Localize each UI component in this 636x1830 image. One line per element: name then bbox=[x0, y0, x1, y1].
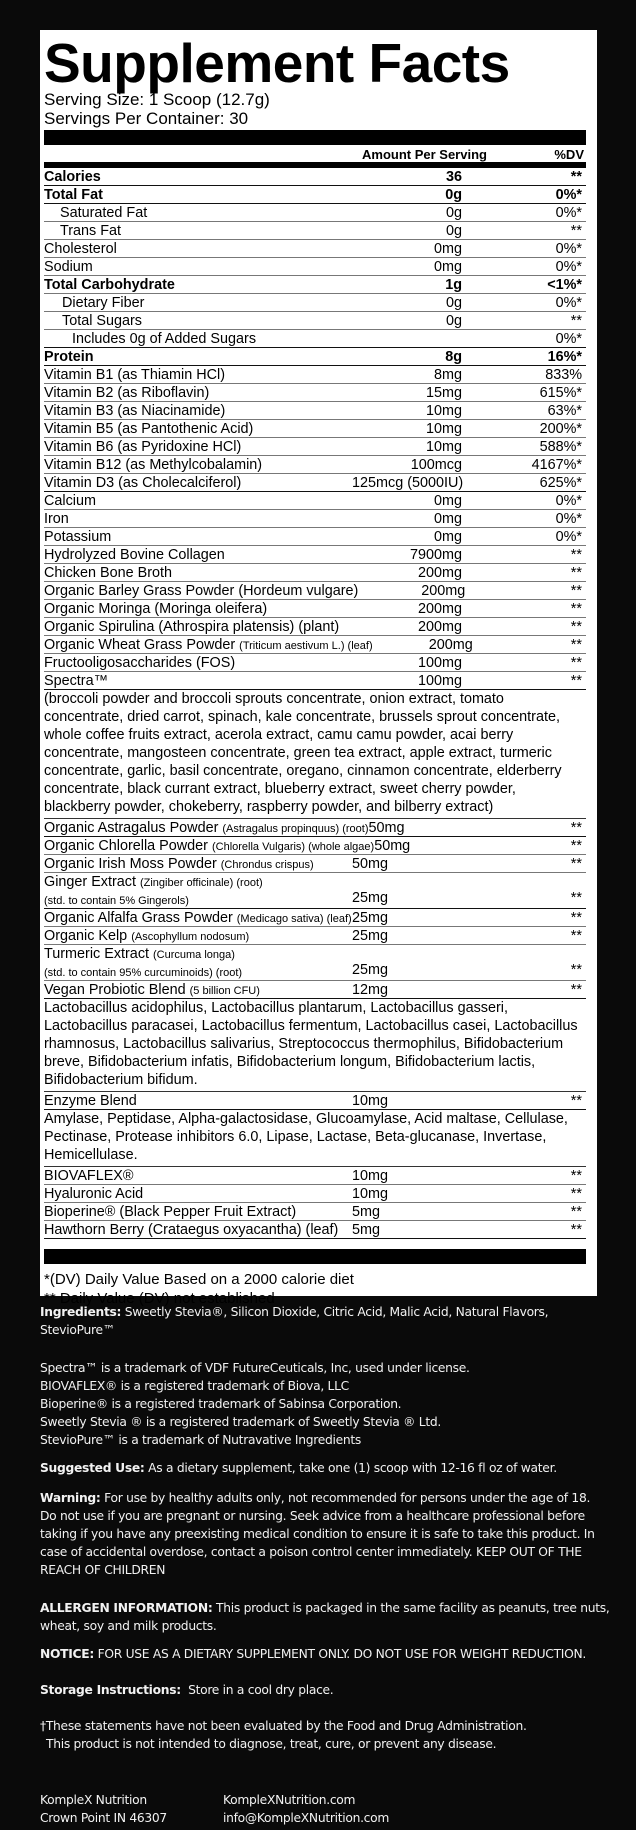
row-name-line-1 bbox=[44, 873, 352, 891]
notice-text: FOR USE AS A DIETARY SUPPLEMENT ONLY. DO NOT USE FOR WEIGHT REDUCTION. bbox=[97, 1647, 586, 1661]
ingredient-list-3 bbox=[44, 1167, 586, 1239]
table-row bbox=[44, 1167, 586, 1185]
row-name bbox=[44, 438, 352, 455]
allergen-label: ALLERGEN INFORMATION: bbox=[40, 1601, 213, 1615]
ingredients-label: Ingredients: bbox=[40, 1305, 122, 1319]
footnote-dv: *(DV) Daily Value Based on a 2000 calorie diet bbox=[44, 1271, 354, 1288]
trademark-list bbox=[40, 1359, 610, 1449]
row-dv: ** bbox=[570, 1222, 582, 1238]
ingredient-list-2 bbox=[44, 819, 586, 999]
row-name bbox=[44, 819, 369, 836]
row-amount: 0g bbox=[445, 313, 462, 329]
row-amount: 10mg bbox=[426, 421, 462, 437]
storage-label: Storage Instructions: bbox=[40, 1683, 181, 1697]
table-row bbox=[44, 1185, 586, 1203]
row-name-detail: (Triticum aestivum L.) (leaf) bbox=[239, 640, 373, 652]
table-row bbox=[44, 456, 586, 474]
row-dv: 833% bbox=[545, 367, 582, 383]
row-dv: ** bbox=[570, 583, 582, 599]
row-dv: 4167%* bbox=[531, 457, 582, 473]
row-amount: 0g bbox=[445, 295, 462, 311]
row-dv: ** bbox=[570, 619, 582, 635]
table-row bbox=[44, 330, 586, 348]
row-amount: 25mg bbox=[352, 910, 388, 926]
row-amount: 200mg bbox=[417, 565, 462, 581]
website-link[interactable]: KompleXNutrition.com bbox=[223, 1793, 356, 1807]
row-dv: 615%* bbox=[539, 385, 582, 401]
row-name bbox=[44, 582, 358, 599]
row-name-main: Organic Alfalfa Grass Powder bbox=[44, 910, 233, 926]
table-row bbox=[44, 927, 586, 945]
row-name bbox=[44, 348, 352, 365]
table-row bbox=[44, 672, 586, 690]
row-dv: ** bbox=[570, 820, 582, 836]
row-name bbox=[44, 909, 352, 926]
table-row bbox=[44, 402, 586, 420]
row-amount: 100mg bbox=[417, 655, 462, 671]
row-amount bbox=[352, 330, 462, 347]
storage-text: Store in a cool dry place. bbox=[188, 1683, 334, 1697]
column-header bbox=[44, 145, 586, 162]
row-amount: 0g bbox=[445, 205, 462, 221]
row-amount: 8g bbox=[445, 349, 462, 365]
table-row bbox=[44, 348, 586, 366]
row-name-main: Includes 0g of Added Sugars bbox=[72, 331, 257, 347]
row-name-main: Organic Moringa (Moringa oleifera) bbox=[44, 601, 268, 617]
table-row bbox=[44, 474, 586, 492]
email-link[interactable]: info@KompleXNutrition.com bbox=[223, 1811, 390, 1825]
row-name-main: Trans Fat bbox=[60, 223, 122, 239]
row-name-main: Total Fat bbox=[44, 187, 103, 203]
row-name-main: Ginger Extract bbox=[44, 874, 136, 890]
row-name-main: Organic Spirulina (Athrospira platensis) (plant) bbox=[44, 619, 340, 635]
row-name-main: Vitamin B12 (as Methylcobalamin) bbox=[44, 457, 263, 473]
row-amount: 10mg bbox=[352, 1093, 388, 1109]
row-name-main: Saturated Fat bbox=[60, 205, 148, 221]
allergen-info bbox=[40, 1599, 610, 1635]
row-amount: 36 bbox=[445, 169, 462, 185]
row-amount: 125mcg (5000IU) bbox=[352, 475, 464, 491]
row-amount: 50mg bbox=[352, 856, 388, 872]
table-row bbox=[44, 366, 586, 384]
row-dv: 200%* bbox=[539, 421, 582, 437]
footnote-not-established: ** Daily Value (DV) not established bbox=[44, 1290, 275, 1307]
row-dv: ** bbox=[570, 565, 582, 581]
row-name-main: Total Carbohydrate bbox=[44, 277, 175, 293]
row-name-main: Organic Irish Moss Powder bbox=[44, 856, 217, 872]
row-dv: ** bbox=[570, 928, 582, 944]
row-amount: 25mg bbox=[352, 890, 388, 906]
probiotic-blend-description: Lactobacillus acidophilus, Lactobacillus plantarum, Lactobacillus gasseri, Lactobacillus paracasei, Lactobacillus fermentum, Lactobacillus casei, Lactobacillus rhamnosus, Lactobacillus salivarius, Streptococcus thermophilus, Bifidobacterium breve, Bifidobacterium infatis, Bifidobacterium longum, Bifidobacterium lactis, Bifidobacterium bifidum. bbox=[44, 999, 586, 1092]
table-row bbox=[44, 510, 586, 528]
table-row bbox=[44, 546, 586, 564]
row-name bbox=[44, 672, 352, 689]
label-text-section bbox=[40, 1303, 610, 1827]
table-row bbox=[44, 600, 586, 618]
row-name-main: Protein bbox=[44, 349, 94, 365]
row-name-main: Fructooligosaccharides (FOS) bbox=[44, 655, 236, 671]
table-row bbox=[44, 873, 586, 909]
row-name bbox=[44, 294, 352, 311]
row-dv: 0%* bbox=[555, 511, 582, 527]
row-name-detail: (Chlorella Vulgaris) (whole algae) bbox=[211, 841, 375, 853]
row-dv: ** bbox=[570, 313, 582, 329]
row-name-detail: (5 billion CFU) bbox=[189, 985, 260, 997]
warning bbox=[40, 1489, 610, 1579]
table-row bbox=[44, 819, 586, 837]
row-amount: 10mg bbox=[426, 403, 462, 419]
trademark-line: BIOVAFLEX® is a registered trademark of Biova, LLC bbox=[40, 1379, 349, 1393]
row-name bbox=[44, 510, 352, 527]
table-row bbox=[44, 438, 586, 456]
row-amount: 0mg bbox=[434, 259, 462, 275]
row-name-detail: (Curcuma longa) bbox=[153, 949, 235, 961]
row-amount: 25mg bbox=[352, 962, 388, 978]
row-dv: 16%* bbox=[547, 349, 582, 365]
row-name bbox=[44, 420, 352, 437]
row-name bbox=[44, 456, 352, 473]
row-name-main: Hawthorn Berry (Crataegus oxyacantha) (leaf) bbox=[44, 1222, 339, 1238]
panel-title: Supplement Facts bbox=[44, 32, 510, 94]
row-name-main: Potassium bbox=[44, 529, 112, 545]
row-dv: 625%* bbox=[539, 475, 582, 491]
row-name bbox=[44, 654, 352, 671]
servings-per-container: Servings Per Container: 30 bbox=[44, 109, 249, 128]
row-name-main: Dietary Fiber bbox=[62, 295, 145, 311]
row-name-main: Organic Barley Grass Powder (Hordeum vulgare) bbox=[44, 583, 359, 599]
enzyme-blend-description: Amylase, Peptidase, Alpha-galactosidase, Glucoamylase, Acid maltase, Cellulase, Pectinase, Protease inhibitors 6.0, Lipase, Lactase, Beta-glucanase, Invertase, Hemicellulase. bbox=[44, 1110, 586, 1167]
row-name-standardization: (std. to contain 95% curcuminoids) (root) bbox=[44, 967, 243, 979]
row-dv: ** bbox=[570, 673, 582, 689]
notice-label: NOTICE: bbox=[40, 1647, 94, 1661]
ingredients-statement bbox=[40, 1303, 610, 1339]
row-amount: 0mg bbox=[434, 493, 462, 509]
row-name bbox=[44, 981, 352, 998]
row-amount: 10mg bbox=[426, 439, 462, 455]
row-name-detail: (Ascophyllum nodosum) bbox=[131, 931, 250, 943]
company-address: Crown Point IN 46307 bbox=[40, 1811, 167, 1825]
row-amount: 0mg bbox=[434, 241, 462, 257]
spectra-blend-description: (broccoli powder and broccoli sprouts concentrate, onion extract, tomato concentrate, dried carrot, spinach, kale concentrate, brussels sprout concentrate, whole coffee fruits extract, acerola extract, camu camu powder, acai berry concentrate, mangosteen concentrate, green tea extract, apple extract, turmeric concentrate, garlic, basil concentrate, oregano, cinnamon concentrate, elderberry concentrate, black currant extract, blueberry extract, sweet cherry powder, blackberry powder, chokeberry, raspberry powder, and bilberry extract) bbox=[44, 690, 586, 819]
fda-disclaimer-line-2: This product is not intended to diagnose, treat, cure, or prevent any disease. bbox=[46, 1737, 497, 1751]
fda-disclaimer-line-1: †These statements have not been evaluated by the Food and Drug Administration. bbox=[40, 1719, 527, 1733]
table-row bbox=[44, 1092, 586, 1110]
row-name bbox=[44, 186, 352, 203]
row-name bbox=[44, 945, 352, 980]
trademark-line: Spectra™ is a trademark of VDF FutureCeuticals, Inc, used under license. bbox=[40, 1361, 470, 1375]
row-name bbox=[44, 1203, 352, 1220]
table-row bbox=[44, 312, 586, 330]
serving-size: Serving Size: 1 Scoop (12.7g) bbox=[44, 90, 270, 109]
table-row bbox=[44, 582, 586, 600]
row-name bbox=[44, 222, 352, 239]
table-row bbox=[44, 240, 586, 258]
table-row bbox=[44, 168, 586, 186]
row-dv: 0%* bbox=[555, 331, 582, 347]
trademark-line: Sweetly Stevia ® is a registered trademark of Sweetly Stevia ® Ltd. bbox=[40, 1415, 441, 1429]
storage-instructions bbox=[40, 1681, 610, 1699]
table-row bbox=[44, 1221, 586, 1239]
row-name-main: Organic Chlorella Powder bbox=[44, 838, 208, 854]
row-dv: ** bbox=[570, 856, 582, 872]
trademark-line: Bioperine® is a registered trademark of Sabinsa Corporation. bbox=[40, 1397, 402, 1411]
row-name-main: Vitamin B1 (as Thiamin HCl) bbox=[44, 367, 226, 383]
warning-label: Warning: bbox=[40, 1491, 101, 1505]
table-row bbox=[44, 420, 586, 438]
row-name bbox=[44, 855, 352, 872]
table-row bbox=[44, 945, 586, 981]
table-row bbox=[44, 1203, 586, 1221]
allergen-text: This product is packaged in the same facility as peanuts, tree nuts, wheat, soy and milk products. bbox=[40, 1601, 610, 1633]
row-amount: 15mg bbox=[426, 385, 462, 401]
row-dv: ** bbox=[570, 655, 582, 671]
row-name-detail: (Chrondus crispus) bbox=[220, 859, 314, 871]
table-row bbox=[44, 528, 586, 546]
row-dv: ** bbox=[570, 1168, 582, 1184]
row-name-main: Organic Astragalus Powder bbox=[44, 820, 219, 836]
table-row bbox=[44, 222, 586, 240]
row-dv: 0%* bbox=[555, 259, 582, 275]
row-name bbox=[44, 618, 352, 635]
row-dv: ** bbox=[570, 547, 582, 563]
row-name bbox=[44, 384, 352, 401]
row-name bbox=[44, 1167, 352, 1184]
row-name bbox=[44, 1185, 352, 1202]
row-name-main: Turmeric Extract bbox=[44, 946, 150, 962]
row-name bbox=[44, 276, 352, 293]
row-name-main: Vitamin B3 (as Niacinamide) bbox=[44, 403, 226, 419]
row-name-main: Hydrolyzed Bovine Collagen bbox=[44, 547, 225, 563]
row-name-main: Iron bbox=[44, 511, 69, 527]
row-name bbox=[44, 366, 352, 383]
row-name bbox=[44, 546, 352, 563]
row-name bbox=[44, 330, 352, 347]
row-amount: 0g bbox=[445, 187, 462, 203]
row-amount: 12mg bbox=[352, 982, 388, 998]
notice bbox=[40, 1645, 610, 1663]
row-dv: <1%* bbox=[547, 277, 582, 293]
ingredients-text: Sweetly Stevia®, Silicon Dioxide, Citric Acid, Malic Acid, Natural Flavors, StevioPure™ bbox=[40, 1305, 549, 1337]
table-row bbox=[44, 654, 586, 672]
row-name-detail: (Zingiber officinale) (root) bbox=[139, 877, 263, 889]
table-row bbox=[44, 564, 586, 582]
trademark-line: StevioPure™ is a trademark of Nutravative Ingredients bbox=[40, 1433, 361, 1447]
row-dv: ** bbox=[570, 601, 582, 617]
row-amount: 200mg bbox=[428, 637, 473, 653]
company-name: KompleX Nutrition bbox=[40, 1793, 147, 1807]
row-dv: 0%* bbox=[555, 205, 582, 221]
row-name bbox=[44, 312, 352, 329]
row-name-main: Total Sugars bbox=[62, 313, 142, 329]
row-amount: 200mg bbox=[417, 619, 462, 635]
row-name: Enzyme Blend bbox=[44, 1093, 137, 1109]
row-name-main: Vitamin B6 (as Pyridoxine HCl) bbox=[44, 439, 242, 455]
row-name-main: Vitamin B5 (as Pantothenic Acid) bbox=[44, 421, 254, 437]
row-name bbox=[44, 168, 352, 185]
supplement-facts-panel bbox=[40, 30, 597, 1307]
suggested-use-text: As a dietary supplement, take one (1) scoop with 12-16 fl oz of water. bbox=[148, 1461, 557, 1475]
suggested-use-label: Suggested Use: bbox=[40, 1461, 145, 1475]
row-name-line-2 bbox=[44, 891, 352, 909]
divider-bar bbox=[44, 1249, 586, 1264]
table-row bbox=[44, 909, 586, 927]
table-row bbox=[44, 294, 586, 312]
table-row bbox=[44, 186, 586, 204]
row-name bbox=[44, 564, 352, 581]
row-dv: ** bbox=[570, 1186, 582, 1202]
row-name-main: Sodium bbox=[44, 259, 93, 275]
row-name-main: Calcium bbox=[44, 493, 96, 509]
row-dv: 0%* bbox=[555, 493, 582, 509]
table-row bbox=[44, 636, 586, 654]
row-amount: 0mg bbox=[434, 511, 462, 527]
row-amount: 100mcg bbox=[410, 457, 462, 473]
row-name bbox=[44, 258, 352, 275]
row-name-main: Vitamin B2 (as Riboflavin) bbox=[44, 385, 210, 401]
warning-text: For use by healthy adults only, not recommended for persons under the age of 18. Do not use if you are pregnant or nursing. Seek advice from a healthcare professional before taking if you have any preexisting medical condition to ensure it is safe to take this product. In case of accidental overdose, contact a poison control center immediately. KEEP OUT OF THE REACH OF CHILDREN bbox=[40, 1491, 595, 1577]
row-amount: 50mg bbox=[374, 838, 411, 854]
row-name-line-2 bbox=[44, 963, 352, 981]
table-row bbox=[44, 492, 586, 510]
table-row bbox=[44, 618, 586, 636]
row-dv: ** bbox=[570, 910, 582, 926]
dv-header: %DV bbox=[554, 147, 584, 162]
divider-bar bbox=[44, 130, 586, 145]
row-dv: ** bbox=[570, 223, 582, 239]
row-name bbox=[44, 528, 352, 545]
row-dv: ** bbox=[570, 1204, 582, 1220]
row-dv: 0%* bbox=[555, 529, 582, 545]
row-name bbox=[44, 636, 373, 653]
nutrient-list bbox=[44, 168, 586, 690]
row-name-detail: (Medicago sativa) (leaf) bbox=[236, 913, 352, 925]
row-dv: ** bbox=[570, 838, 582, 854]
table-row bbox=[44, 258, 586, 276]
row-name-main: BIOVAFLEX® bbox=[44, 1168, 134, 1184]
row-dv: ** bbox=[570, 982, 582, 998]
row-name bbox=[44, 204, 352, 221]
row-name-detail: (Astragalus propinquus) (root) bbox=[222, 823, 369, 835]
row-name bbox=[44, 492, 352, 509]
row-name bbox=[44, 600, 352, 617]
row-amount: 8mg bbox=[434, 367, 462, 383]
row-name bbox=[44, 927, 352, 944]
amount-header: Amount Per Serving bbox=[362, 147, 487, 162]
row-name bbox=[44, 837, 374, 854]
row-name bbox=[44, 240, 352, 257]
row-dv: 0%* bbox=[555, 187, 582, 203]
row-amount: 100mg bbox=[417, 673, 462, 689]
row-amount: 0mg bbox=[434, 529, 462, 545]
table-row bbox=[44, 276, 586, 294]
row-name-standardization: (std. to contain 5% Gingerols) bbox=[44, 895, 189, 907]
row-name bbox=[44, 474, 352, 491]
row-amount: 5mg bbox=[352, 1222, 380, 1238]
suggested-use bbox=[40, 1459, 610, 1477]
row-name-line-1 bbox=[44, 945, 352, 963]
row-dv: ** bbox=[570, 637, 582, 653]
row-name bbox=[44, 1221, 352, 1238]
table-row bbox=[44, 981, 586, 999]
row-dv: ** bbox=[570, 962, 582, 978]
row-name-main: Vitamin D3 (as Cholecalciferol) bbox=[44, 475, 242, 491]
row-amount: 5mg bbox=[352, 1204, 380, 1220]
row-name-main: Cholesterol bbox=[44, 241, 117, 257]
row-amount: 200mg bbox=[421, 583, 466, 599]
row-dv: 588%* bbox=[539, 439, 582, 455]
table-row bbox=[44, 855, 586, 873]
row-amount: 25mg bbox=[352, 928, 388, 944]
contact-info bbox=[40, 1791, 610, 1827]
row-dv: 63%* bbox=[547, 403, 582, 419]
row-dv: 0%* bbox=[555, 241, 582, 257]
row-name-main: Hyaluronic Acid bbox=[44, 1186, 144, 1202]
row-name-main: Calories bbox=[44, 169, 101, 185]
row-dv: ** bbox=[570, 1093, 582, 1109]
row-dv: ** bbox=[570, 890, 582, 906]
row-name bbox=[44, 873, 352, 908]
row-amount: 1g bbox=[445, 277, 462, 293]
row-amount: 7900mg bbox=[409, 547, 462, 563]
table-row bbox=[44, 204, 586, 222]
row-name-main: Chicken Bone Broth bbox=[44, 565, 172, 581]
row-amount: 200mg bbox=[417, 601, 462, 617]
row-name-main: Spectra™ bbox=[44, 673, 108, 689]
row-name bbox=[44, 402, 352, 419]
row-amount: 10mg bbox=[352, 1186, 388, 1202]
row-dv: ** bbox=[570, 169, 582, 185]
table-row bbox=[44, 384, 586, 402]
row-name-main: Organic Kelp bbox=[44, 928, 128, 944]
row-dv: 0%* bbox=[555, 295, 582, 311]
row-name-main: Bioperine® (Black Pepper Fruit Extract) bbox=[44, 1204, 297, 1220]
row-name-main: Vegan Probiotic Blend bbox=[44, 982, 186, 998]
row-amount: 10mg bbox=[352, 1168, 388, 1184]
row-name-main: Organic Wheat Grass Powder bbox=[44, 637, 236, 653]
table-row bbox=[44, 837, 586, 855]
row-amount: 50mg bbox=[368, 820, 405, 836]
row-amount: 0g bbox=[445, 223, 462, 239]
